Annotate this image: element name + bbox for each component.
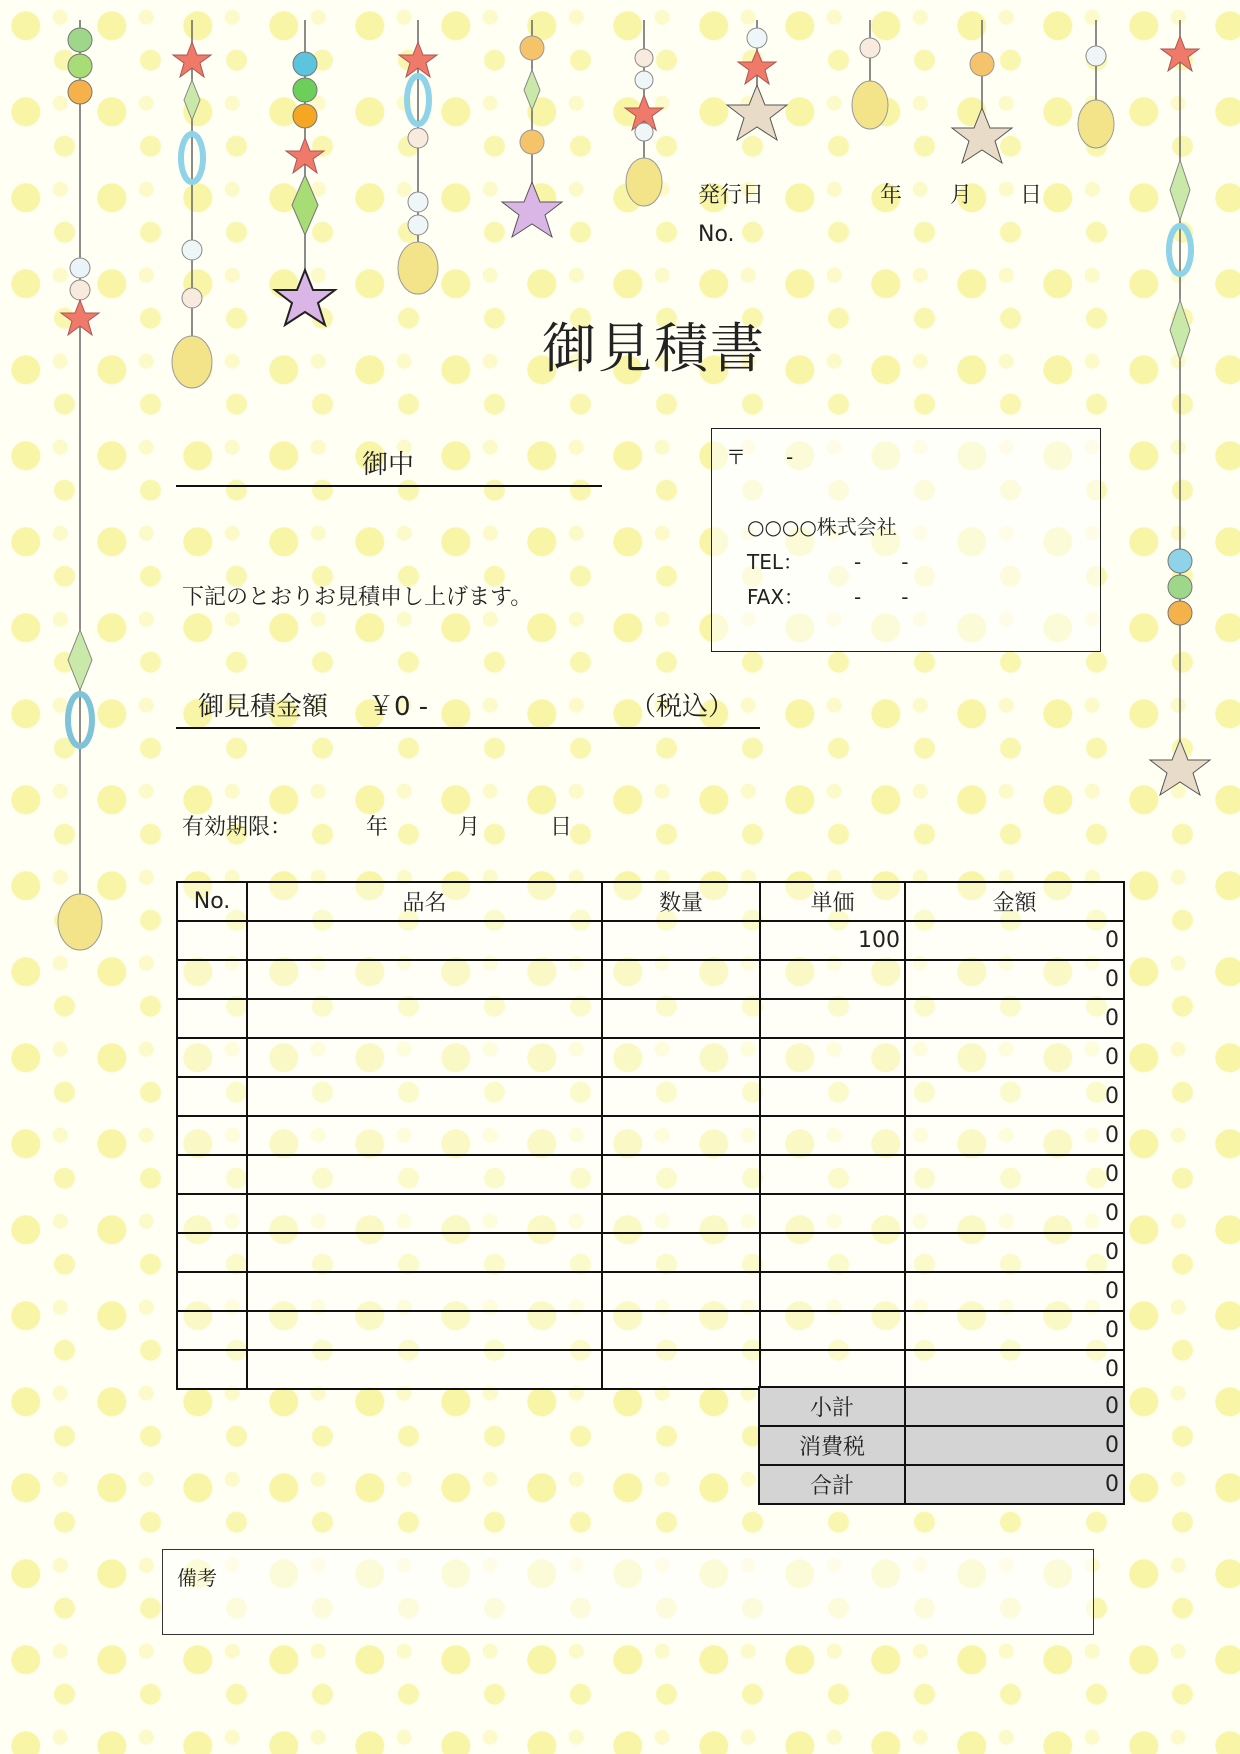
cell-no [177,1350,247,1389]
consumption-tax-row [759,1426,1124,1465]
postal-code: 〒 - [726,445,794,469]
remarks-box [162,1549,1094,1635]
subtotal-row [759,1387,1124,1426]
validity-label: 有効期限： [182,815,293,840]
bead-icon [408,128,428,148]
estimate-amount-label: 御見積金額 [198,692,329,722]
cell-unit-price [760,1233,905,1272]
bead-icon [293,78,317,102]
diamond-icon [1170,300,1190,360]
cell-amount: 0 [905,1272,1124,1311]
table-row [177,1155,1124,1194]
cell-quantity [602,1311,760,1350]
line-items-body [177,921,1124,1389]
bead-icon [1168,601,1192,625]
consumption-tax-label: 消費税 [759,1426,905,1465]
bead-icon [860,38,880,58]
cell-item [247,1311,602,1350]
cell-unit-price [760,1155,905,1194]
cell-quantity [602,1038,760,1077]
column-header-amount: 金額 [905,882,1124,921]
cell-no [177,1233,247,1272]
grand-total-label: 合計 [759,1465,905,1504]
column-header-no: No. [177,882,247,921]
cell-item [247,960,602,999]
cell-no [177,960,247,999]
cell-unit-price [760,1350,905,1389]
column-header-unit-price: 単価 [760,882,905,921]
bead-icon [408,215,428,235]
cell-amount: 0 [905,1116,1124,1155]
tel-label: TEL： [747,550,803,574]
remarks-label: 備考 [177,1566,217,1590]
subtotal-label: 小計 [759,1387,905,1426]
diamond-icon [1170,160,1190,220]
star-icon [173,42,211,77]
table-header-row [177,882,1124,921]
issue-date-year: 年 [880,183,903,208]
star-icon [625,95,663,130]
cell-item [247,1272,602,1311]
estimate-amount-value: ￥0 - [368,692,429,722]
cell-quantity [602,1233,760,1272]
cell-quantity [602,1194,760,1233]
cell-quantity [602,960,760,999]
bead-icon [293,104,317,128]
cell-no [177,921,247,960]
star-icon [727,85,787,140]
bead-icon [408,192,428,212]
cell-amount: 0 [905,1038,1124,1077]
bead-icon [520,36,544,60]
table-row [177,960,1124,999]
gem-icon [58,894,102,950]
grand-total-value: 0 [905,1465,1124,1504]
validity-month: 月 [458,815,481,840]
bead-icon [970,52,994,76]
cell-item [247,1194,602,1233]
ring-icon [1169,226,1191,274]
subtotal-value: 0 [905,1387,1124,1426]
cell-amount: 0 [905,1155,1124,1194]
column-header-quantity: 数量 [602,882,760,921]
grand-total-row [759,1465,1124,1504]
bead-icon [70,258,90,278]
bead-icon [747,28,767,48]
star-icon [286,138,324,173]
cell-no [177,1311,247,1350]
bead-icon [68,28,92,52]
fax-label: FAX： [747,585,805,609]
cell-item [247,1233,602,1272]
column-header-item: 品名 [247,882,602,921]
bead-icon [1168,575,1192,599]
bead-icon [68,54,92,78]
star-icon [61,300,99,335]
cell-unit-price [760,1311,905,1350]
recipient-underline [176,485,602,487]
cell-quantity [602,1077,760,1116]
cell-amount: 0 [905,999,1124,1038]
diamond-icon [68,630,92,690]
cell-item [247,1077,602,1116]
cell-no [177,1038,247,1077]
bead-icon [635,71,653,89]
star-icon [275,270,335,325]
star-icon [952,108,1012,163]
cell-unit-price [760,999,905,1038]
table-row [177,921,1124,960]
cell-unit-price: 100 [760,921,905,960]
table-row [177,1038,1124,1077]
diamond-icon [292,175,318,235]
issue-date-label: 発行日 [698,183,765,208]
bead-icon [1168,549,1192,573]
cell-unit-price [760,1194,905,1233]
cell-item [247,921,602,960]
sender-info-box [711,428,1101,652]
bead-icon [293,52,317,76]
issue-date-day: 日 [1020,183,1043,208]
cell-quantity [602,999,760,1038]
gem-icon [626,158,662,206]
star-icon [399,42,437,77]
bead-icon [182,288,202,308]
cell-amount: 0 [905,1350,1124,1389]
bead-icon [68,80,92,104]
page-title: 御見積書 [542,317,766,380]
cell-unit-price [760,1038,905,1077]
cell-quantity [602,1272,760,1311]
line-items-table [176,881,1125,1390]
table-row [177,1116,1124,1155]
bead-icon [635,49,653,67]
cell-unit-price [760,1272,905,1311]
ring-icon [407,76,429,124]
cell-amount: 0 [905,921,1124,960]
cell-no [177,1116,247,1155]
tel-value: - - [854,550,909,574]
ring-icon [181,134,203,182]
cell-amount: 0 [905,960,1124,999]
bead-icon [70,280,90,300]
document-number-label: No. [698,222,735,247]
table-row [177,1350,1124,1389]
validity-day: 日 [550,815,573,840]
recipient-suffix: 御中 [362,450,415,480]
bead-icon [520,130,544,154]
cell-item [247,1116,602,1155]
ring-icon [68,694,92,746]
star-icon [1150,740,1210,795]
cell-item [247,1038,602,1077]
table-row [177,1233,1124,1272]
cell-no [177,1155,247,1194]
table-row [177,1272,1124,1311]
bead-icon [1086,46,1106,66]
validity-year: 年 [366,815,389,840]
table-row [177,1077,1124,1116]
gem-icon [1078,100,1114,148]
cell-quantity [602,1350,760,1389]
tax-included-note: （税込） [630,692,735,722]
cell-amount: 0 [905,1311,1124,1350]
table-row [177,1194,1124,1233]
cell-item [247,1155,602,1194]
star-icon [1161,36,1199,71]
table-row [177,999,1124,1038]
table-row [177,1311,1124,1350]
cell-quantity [602,1116,760,1155]
fax-value: - - [854,585,909,609]
cell-unit-price [760,960,905,999]
greeting-text: 下記のとおりお見積申し上げます。 [182,585,533,610]
star-icon [502,182,562,237]
cell-no [177,999,247,1038]
cell-amount: 0 [905,1233,1124,1272]
gem-icon [398,242,438,294]
cell-quantity [602,1155,760,1194]
cell-no [177,1272,247,1311]
star-icon [738,50,776,84]
gem-icon [172,336,212,388]
diamond-icon [524,70,540,110]
bead-icon [182,240,202,260]
cell-no [177,1077,247,1116]
issue-date-month: 月 [950,183,973,208]
totals-table [758,1386,1125,1505]
cell-unit-price [760,1077,905,1116]
cell-item [247,1350,602,1389]
cell-amount: 0 [905,1077,1124,1116]
estimate-amount-underline [176,727,760,729]
bead-icon [635,123,653,141]
cell-item [247,999,602,1038]
company-name: ○○○○株式会社 [747,515,897,539]
gem-icon [852,81,888,129]
cell-no [177,1194,247,1233]
cell-unit-price [760,1116,905,1155]
cell-amount: 0 [905,1194,1124,1233]
consumption-tax-value: 0 [905,1426,1124,1465]
cell-quantity [602,921,760,960]
diamond-icon [184,80,200,120]
